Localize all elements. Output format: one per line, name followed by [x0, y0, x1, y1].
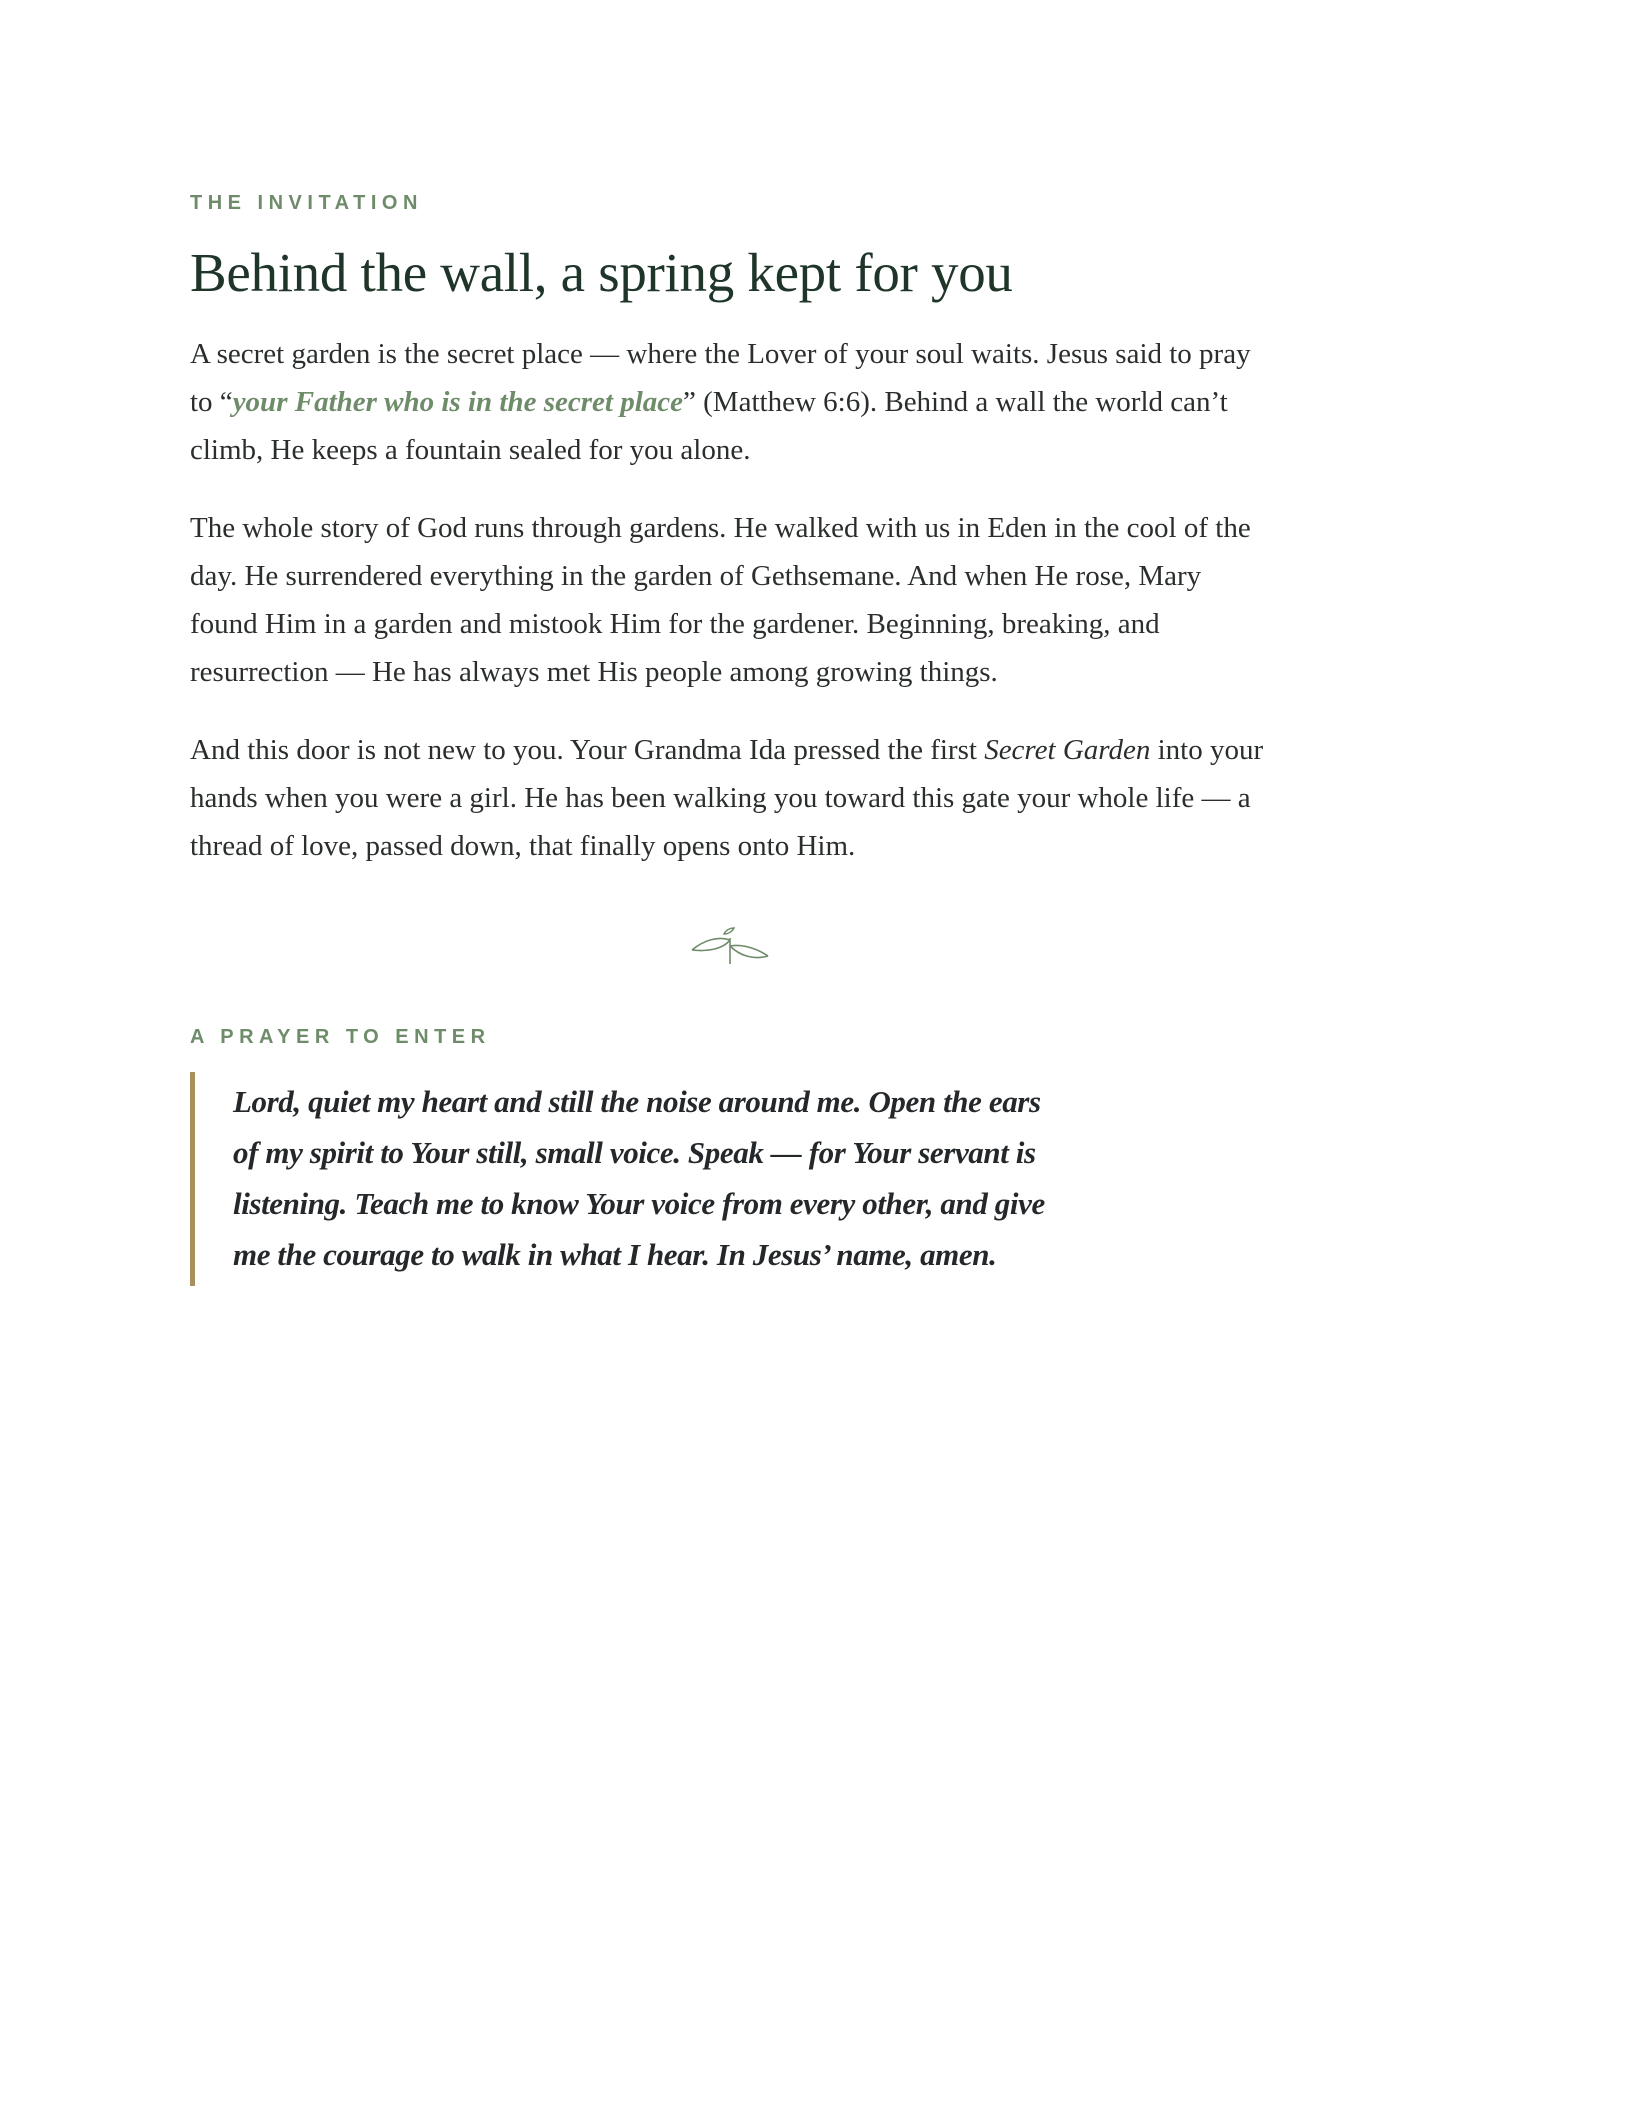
paragraph-text: A secret garden is the secret place — where the Lover of your soul waits. Jesus said to pray to “ [190, 338, 1251, 418]
page-title: Behind the wall, a spring kept for you [190, 242, 1013, 303]
section-eyebrow-prayer: A PRAYER TO ENTER [190, 1026, 491, 1048]
page-content [190, 188, 1270, 1286]
sprig-leaf-icon [690, 926, 770, 966]
prayer-blockquote [190, 1072, 1063, 1286]
paragraph-secret-place [190, 330, 1270, 474]
scripture-quote: your Father who is in the secret place [232, 386, 684, 418]
paragraph-gardens: The whole story of God runs through gardens. He walked with us in Eden in the cool of the day. He surrendered everything in the garden of Gethsemane. And when He rose, Mary found Him in a garden and mistook Him for the gardener. Beginning, breaking, and resurrection — He has always met His people among growing things. [190, 512, 1251, 688]
paragraph-text: ” (Matthew 6:6). Behind a wall the world can’t climb, He keeps a fountain sealed for you alone. [190, 386, 1228, 466]
prayer-text: Lord, quiet my heart and still the noise around me. Open the ears of my spirit to Your still, small voice. Speak — for Your servant is listening. Teach me to know Your voice from every other, and give me the courage to walk in what I hear. In Jesus’ name, amen. [233, 1084, 1045, 1272]
book-title: Secret Garden [984, 734, 1151, 766]
paragraph-grandma-ida [190, 726, 1270, 870]
paragraph-text: And this door is not new to you. Your Grandma Ida pressed the first [190, 734, 985, 766]
section-divider [190, 926, 1270, 966]
section-eyebrow-invitation: THE INVITATION [190, 192, 423, 214]
paragraph-text: into your hands when you were a girl. He has been walking you toward this gate your whole life — a thread of love, passed down, that finally opens onto Him. [190, 734, 1264, 862]
